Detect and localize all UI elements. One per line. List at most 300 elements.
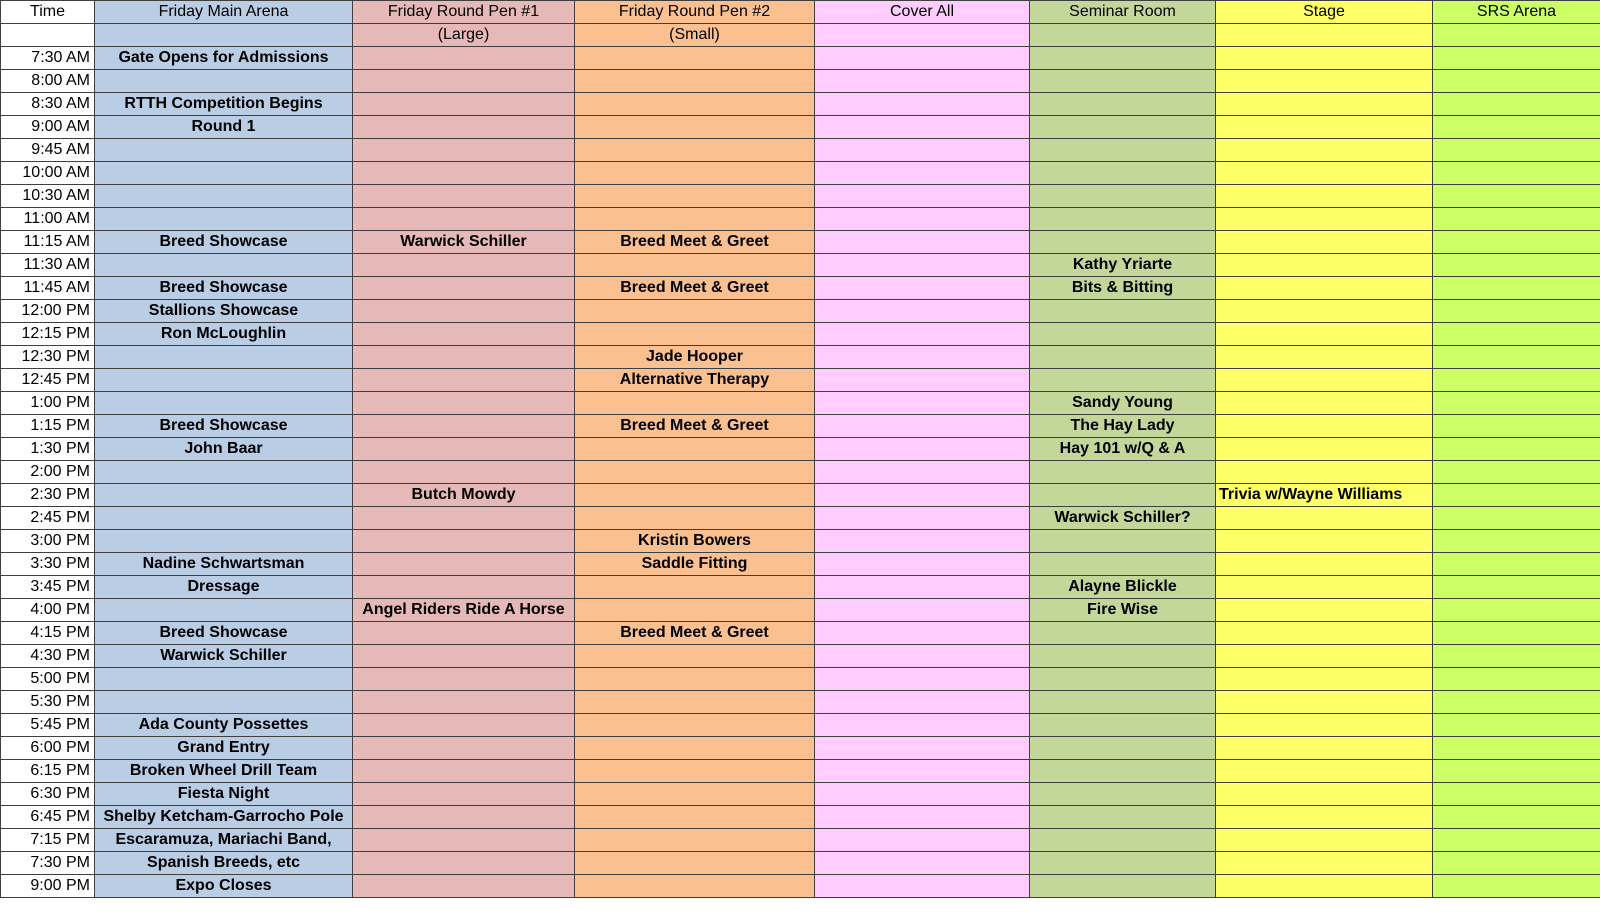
subheader-round-pen-2[interactable]: (Small) <box>575 24 815 47</box>
cell-round-pen-1[interactable] <box>353 70 575 93</box>
cell-main-arena[interactable] <box>95 530 353 553</box>
cell-round-pen-1[interactable] <box>353 691 575 714</box>
cell-srs-arena[interactable] <box>1433 875 1600 898</box>
cell-main-arena[interactable] <box>95 162 353 185</box>
cell-round-pen-2[interactable] <box>575 139 815 162</box>
cell-cover-all[interactable] <box>815 162 1030 185</box>
cell-stage[interactable] <box>1216 461 1433 484</box>
cell-round-pen-1[interactable] <box>353 369 575 392</box>
cell-srs-arena[interactable] <box>1433 737 1600 760</box>
time-cell[interactable]: 12:15 PM <box>1 323 95 346</box>
cell-seminar-room[interactable] <box>1030 346 1216 369</box>
cell-seminar-room[interactable] <box>1030 208 1216 231</box>
cell-round-pen-2[interactable] <box>575 783 815 806</box>
cell-seminar-room[interactable] <box>1030 93 1216 116</box>
cell-round-pen-2[interactable] <box>575 323 815 346</box>
cell-main-arena[interactable]: Breed Showcase <box>95 622 353 645</box>
cell-cover-all[interactable] <box>815 622 1030 645</box>
cell-srs-arena[interactable] <box>1433 668 1600 691</box>
cell-round-pen-1[interactable] <box>353 806 575 829</box>
cell-main-arena[interactable]: Grand Entry <box>95 737 353 760</box>
cell-stage[interactable] <box>1216 162 1433 185</box>
cell-round-pen-2[interactable]: Breed Meet & Greet <box>575 231 815 254</box>
cell-srs-arena[interactable] <box>1433 162 1600 185</box>
cell-stage[interactable] <box>1216 254 1433 277</box>
cell-cover-all[interactable] <box>815 875 1030 898</box>
cell-main-arena[interactable] <box>95 507 353 530</box>
cell-stage[interactable] <box>1216 829 1433 852</box>
cell-cover-all[interactable] <box>815 415 1030 438</box>
cell-seminar-room[interactable] <box>1030 530 1216 553</box>
cell-round-pen-1[interactable] <box>353 760 575 783</box>
cell-seminar-room[interactable]: Fire Wise <box>1030 599 1216 622</box>
cell-srs-arena[interactable] <box>1433 691 1600 714</box>
cell-main-arena[interactable] <box>95 599 353 622</box>
cell-main-arena[interactable]: Spanish Breeds, etc <box>95 852 353 875</box>
cell-round-pen-1[interactable] <box>353 553 575 576</box>
cell-stage[interactable] <box>1216 691 1433 714</box>
cell-main-arena[interactable]: Broken Wheel Drill Team <box>95 760 353 783</box>
cell-stage[interactable] <box>1216 737 1433 760</box>
cell-cover-all[interactable] <box>815 645 1030 668</box>
cell-round-pen-2[interactable] <box>575 691 815 714</box>
header-time[interactable]: Time <box>1 1 95 24</box>
cell-main-arena[interactable]: Ron McLoughlin <box>95 323 353 346</box>
cell-seminar-room[interactable] <box>1030 691 1216 714</box>
cell-stage[interactable] <box>1216 47 1433 70</box>
cell-main-arena[interactable]: Fiesta Night <box>95 783 353 806</box>
cell-srs-arena[interactable] <box>1433 277 1600 300</box>
header-stage[interactable]: Stage <box>1216 1 1433 24</box>
cell-seminar-room[interactable] <box>1030 139 1216 162</box>
cell-cover-all[interactable] <box>815 783 1030 806</box>
cell-round-pen-2[interactable] <box>575 47 815 70</box>
time-cell[interactable]: 7:30 PM <box>1 852 95 875</box>
cell-stage[interactable] <box>1216 70 1433 93</box>
cell-round-pen-2[interactable]: Breed Meet & Greet <box>575 622 815 645</box>
time-cell[interactable]: 6:15 PM <box>1 760 95 783</box>
cell-srs-arena[interactable] <box>1433 254 1600 277</box>
cell-main-arena[interactable]: Breed Showcase <box>95 415 353 438</box>
cell-round-pen-1[interactable] <box>353 852 575 875</box>
time-cell[interactable]: 1:30 PM <box>1 438 95 461</box>
cell-seminar-room[interactable] <box>1030 300 1216 323</box>
cell-round-pen-2[interactable] <box>575 208 815 231</box>
cell-round-pen-2[interactable] <box>575 714 815 737</box>
cell-srs-arena[interactable] <box>1433 484 1600 507</box>
cell-main-arena[interactable]: Warwick Schiller <box>95 645 353 668</box>
cell-round-pen-2[interactable] <box>575 668 815 691</box>
time-cell[interactable]: 3:45 PM <box>1 576 95 599</box>
cell-cover-all[interactable] <box>815 668 1030 691</box>
cell-srs-arena[interactable] <box>1433 93 1600 116</box>
cell-main-arena[interactable]: Expo Closes <box>95 875 353 898</box>
cell-seminar-room[interactable] <box>1030 829 1216 852</box>
cell-stage[interactable] <box>1216 392 1433 415</box>
cell-stage[interactable] <box>1216 438 1433 461</box>
subheader-round-pen-1[interactable]: (Large) <box>353 24 575 47</box>
cell-main-arena[interactable] <box>95 369 353 392</box>
cell-seminar-room[interactable] <box>1030 760 1216 783</box>
time-cell[interactable]: 6:00 PM <box>1 737 95 760</box>
cell-cover-all[interactable] <box>815 760 1030 783</box>
cell-srs-arena[interactable] <box>1433 783 1600 806</box>
header-seminar-room[interactable]: Seminar Room <box>1030 1 1216 24</box>
cell-stage[interactable] <box>1216 507 1433 530</box>
time-cell[interactable]: 9:45 AM <box>1 139 95 162</box>
cell-seminar-room[interactable] <box>1030 116 1216 139</box>
cell-seminar-room[interactable] <box>1030 622 1216 645</box>
time-cell[interactable]: 12:30 PM <box>1 346 95 369</box>
cell-cover-all[interactable] <box>815 93 1030 116</box>
cell-seminar-room[interactable] <box>1030 231 1216 254</box>
time-cell[interactable]: 4:00 PM <box>1 599 95 622</box>
time-cell[interactable]: 5:00 PM <box>1 668 95 691</box>
cell-round-pen-1[interactable] <box>353 116 575 139</box>
cell-main-arena[interactable]: Dressage <box>95 576 353 599</box>
subheader-srs-arena[interactable] <box>1433 24 1600 47</box>
cell-main-arena[interactable]: John Baar <box>95 438 353 461</box>
cell-stage[interactable] <box>1216 599 1433 622</box>
cell-seminar-room[interactable]: Warwick Schiller? <box>1030 507 1216 530</box>
cell-cover-all[interactable] <box>815 806 1030 829</box>
cell-stage[interactable] <box>1216 783 1433 806</box>
cell-round-pen-1[interactable] <box>353 415 575 438</box>
cell-main-arena[interactable]: Shelby Ketcham-Garrocho Pole <box>95 806 353 829</box>
time-cell[interactable]: 6:45 PM <box>1 806 95 829</box>
cell-srs-arena[interactable] <box>1433 576 1600 599</box>
cell-seminar-room[interactable] <box>1030 668 1216 691</box>
time-cell[interactable]: 9:00 AM <box>1 116 95 139</box>
cell-main-arena[interactable] <box>95 185 353 208</box>
cell-cover-all[interactable] <box>815 553 1030 576</box>
cell-srs-arena[interactable] <box>1433 392 1600 415</box>
time-cell[interactable]: 2:30 PM <box>1 484 95 507</box>
cell-round-pen-1[interactable] <box>353 300 575 323</box>
cell-round-pen-1[interactable] <box>353 530 575 553</box>
cell-round-pen-2[interactable]: Kristin Bowers <box>575 530 815 553</box>
cell-round-pen-1[interactable]: Warwick Schiller <box>353 231 575 254</box>
cell-stage[interactable] <box>1216 530 1433 553</box>
cell-seminar-room[interactable] <box>1030 185 1216 208</box>
cell-cover-all[interactable] <box>815 737 1030 760</box>
time-cell[interactable]: 1:00 PM <box>1 392 95 415</box>
cell-stage[interactable] <box>1216 277 1433 300</box>
cell-cover-all[interactable] <box>815 714 1030 737</box>
cell-main-arena[interactable]: Breed Showcase <box>95 231 353 254</box>
cell-cover-all[interactable] <box>815 254 1030 277</box>
cell-main-arena[interactable] <box>95 208 353 231</box>
cell-cover-all[interactable] <box>815 116 1030 139</box>
cell-round-pen-1[interactable]: Butch Mowdy <box>353 484 575 507</box>
time-cell[interactable]: 2:00 PM <box>1 461 95 484</box>
cell-stage[interactable] <box>1216 300 1433 323</box>
cell-seminar-room[interactable] <box>1030 484 1216 507</box>
cell-main-arena[interactable] <box>95 70 353 93</box>
cell-round-pen-1[interactable] <box>353 714 575 737</box>
cell-stage[interactable] <box>1216 714 1433 737</box>
cell-round-pen-1[interactable] <box>353 208 575 231</box>
cell-round-pen-1[interactable] <box>353 162 575 185</box>
cell-round-pen-2[interactable] <box>575 645 815 668</box>
cell-round-pen-1[interactable] <box>353 323 575 346</box>
cell-round-pen-1[interactable] <box>353 507 575 530</box>
cell-round-pen-2[interactable]: Breed Meet & Greet <box>575 415 815 438</box>
time-cell[interactable]: 10:30 AM <box>1 185 95 208</box>
cell-cover-all[interactable] <box>815 438 1030 461</box>
cell-round-pen-2[interactable] <box>575 116 815 139</box>
cell-round-pen-1[interactable] <box>353 783 575 806</box>
cell-round-pen-2[interactable]: Saddle Fitting <box>575 553 815 576</box>
cell-cover-all[interactable] <box>815 70 1030 93</box>
time-cell[interactable]: 12:00 PM <box>1 300 95 323</box>
cell-round-pen-1[interactable]: Angel Riders Ride A Horse <box>353 599 575 622</box>
cell-seminar-room[interactable]: Hay 101 w/Q & A <box>1030 438 1216 461</box>
cell-round-pen-2[interactable] <box>575 852 815 875</box>
cell-round-pen-2[interactable] <box>575 300 815 323</box>
cell-round-pen-2[interactable] <box>575 875 815 898</box>
header-main-arena[interactable]: Friday Main Arena <box>95 1 353 24</box>
cell-stage[interactable] <box>1216 116 1433 139</box>
cell-main-arena[interactable] <box>95 461 353 484</box>
time-cell[interactable]: 11:45 AM <box>1 277 95 300</box>
cell-main-arena[interactable] <box>95 346 353 369</box>
subheader-time[interactable] <box>1 24 95 47</box>
cell-stage[interactable] <box>1216 645 1433 668</box>
cell-seminar-room[interactable] <box>1030 852 1216 875</box>
cell-round-pen-1[interactable] <box>353 47 575 70</box>
cell-stage[interactable] <box>1216 208 1433 231</box>
cell-round-pen-2[interactable] <box>575 93 815 116</box>
cell-cover-all[interactable] <box>815 530 1030 553</box>
cell-srs-arena[interactable] <box>1433 208 1600 231</box>
cell-srs-arena[interactable] <box>1433 231 1600 254</box>
cell-srs-arena[interactable] <box>1433 438 1600 461</box>
cell-cover-all[interactable] <box>815 231 1030 254</box>
cell-cover-all[interactable] <box>815 47 1030 70</box>
cell-srs-arena[interactable] <box>1433 829 1600 852</box>
cell-stage[interactable] <box>1216 553 1433 576</box>
cell-stage[interactable] <box>1216 760 1433 783</box>
cell-cover-all[interactable] <box>815 852 1030 875</box>
time-cell[interactable]: 4:30 PM <box>1 645 95 668</box>
header-round-pen-2[interactable]: Friday Round Pen #2 <box>575 1 815 24</box>
cell-stage[interactable] <box>1216 323 1433 346</box>
cell-round-pen-1[interactable] <box>353 576 575 599</box>
cell-main-arena[interactable]: Nadine Schwartsman <box>95 553 353 576</box>
cell-cover-all[interactable] <box>815 185 1030 208</box>
cell-round-pen-2[interactable] <box>575 829 815 852</box>
cell-seminar-room[interactable]: Alayne Blickle <box>1030 576 1216 599</box>
cell-seminar-room[interactable] <box>1030 369 1216 392</box>
cell-round-pen-1[interactable] <box>353 254 575 277</box>
time-cell[interactable]: 11:00 AM <box>1 208 95 231</box>
cell-round-pen-2[interactable] <box>575 70 815 93</box>
cell-round-pen-1[interactable] <box>353 185 575 208</box>
cell-stage[interactable] <box>1216 668 1433 691</box>
cell-stage[interactable] <box>1216 622 1433 645</box>
cell-seminar-room[interactable] <box>1030 70 1216 93</box>
cell-cover-all[interactable] <box>815 691 1030 714</box>
cell-srs-arena[interactable] <box>1433 369 1600 392</box>
cell-main-arena[interactable]: Breed Showcase <box>95 277 353 300</box>
cell-round-pen-2[interactable] <box>575 737 815 760</box>
time-cell[interactable]: 10:00 AM <box>1 162 95 185</box>
cell-seminar-room[interactable] <box>1030 323 1216 346</box>
cell-round-pen-1[interactable] <box>353 277 575 300</box>
cell-cover-all[interactable] <box>815 139 1030 162</box>
cell-seminar-room[interactable]: Sandy Young <box>1030 392 1216 415</box>
cell-seminar-room[interactable] <box>1030 645 1216 668</box>
cell-main-arena[interactable] <box>95 691 353 714</box>
cell-stage[interactable] <box>1216 415 1433 438</box>
subheader-stage[interactable] <box>1216 24 1433 47</box>
cell-round-pen-2[interactable] <box>575 484 815 507</box>
cell-srs-arena[interactable] <box>1433 415 1600 438</box>
cell-srs-arena[interactable] <box>1433 185 1600 208</box>
time-cell[interactable]: 8:30 AM <box>1 93 95 116</box>
cell-cover-all[interactable] <box>815 484 1030 507</box>
cell-round-pen-2[interactable] <box>575 760 815 783</box>
cell-round-pen-2[interactable]: Jade Hooper <box>575 346 815 369</box>
cell-round-pen-2[interactable] <box>575 576 815 599</box>
time-cell[interactable]: 3:00 PM <box>1 530 95 553</box>
cell-seminar-room[interactable]: The Hay Lady <box>1030 415 1216 438</box>
cell-srs-arena[interactable] <box>1433 139 1600 162</box>
cell-stage[interactable] <box>1216 93 1433 116</box>
cell-cover-all[interactable] <box>815 599 1030 622</box>
cell-round-pen-1[interactable] <box>353 622 575 645</box>
cell-srs-arena[interactable] <box>1433 714 1600 737</box>
cell-srs-arena[interactable] <box>1433 116 1600 139</box>
time-cell[interactable]: 5:30 PM <box>1 691 95 714</box>
cell-srs-arena[interactable] <box>1433 47 1600 70</box>
cell-srs-arena[interactable] <box>1433 507 1600 530</box>
cell-seminar-room[interactable] <box>1030 875 1216 898</box>
cell-round-pen-1[interactable] <box>353 93 575 116</box>
cell-cover-all[interactable] <box>815 576 1030 599</box>
cell-main-arena[interactable] <box>95 254 353 277</box>
cell-main-arena[interactable] <box>95 484 353 507</box>
cell-round-pen-1[interactable] <box>353 668 575 691</box>
cell-stage[interactable] <box>1216 185 1433 208</box>
cell-seminar-room[interactable] <box>1030 47 1216 70</box>
cell-main-arena[interactable]: Ada County Possettes <box>95 714 353 737</box>
cell-stage[interactable] <box>1216 576 1433 599</box>
time-cell[interactable]: 11:15 AM <box>1 231 95 254</box>
cell-stage[interactable] <box>1216 231 1433 254</box>
cell-main-arena[interactable] <box>95 139 353 162</box>
cell-srs-arena[interactable] <box>1433 553 1600 576</box>
cell-main-arena[interactable]: RTTH Competition Begins <box>95 93 353 116</box>
cell-cover-all[interactable] <box>815 323 1030 346</box>
cell-round-pen-2[interactable]: Alternative Therapy <box>575 369 815 392</box>
cell-seminar-room[interactable] <box>1030 461 1216 484</box>
cell-cover-all[interactable] <box>815 829 1030 852</box>
cell-srs-arena[interactable] <box>1433 852 1600 875</box>
header-cover-all[interactable]: Cover All <box>815 1 1030 24</box>
cell-srs-arena[interactable] <box>1433 622 1600 645</box>
cell-seminar-room[interactable] <box>1030 714 1216 737</box>
cell-round-pen-2[interactable] <box>575 438 815 461</box>
cell-cover-all[interactable] <box>815 346 1030 369</box>
time-cell[interactable]: 11:30 AM <box>1 254 95 277</box>
cell-srs-arena[interactable] <box>1433 70 1600 93</box>
cell-round-pen-2[interactable] <box>575 507 815 530</box>
cell-round-pen-1[interactable] <box>353 461 575 484</box>
time-cell[interactable]: 7:15 PM <box>1 829 95 852</box>
cell-main-arena[interactable] <box>95 668 353 691</box>
cell-seminar-room[interactable] <box>1030 553 1216 576</box>
cell-stage[interactable] <box>1216 346 1433 369</box>
cell-round-pen-1[interactable] <box>353 392 575 415</box>
cell-cover-all[interactable] <box>815 277 1030 300</box>
cell-main-arena[interactable]: Escaramuza, Mariachi Band, <box>95 829 353 852</box>
cell-seminar-room[interactable]: Bits & Bitting <box>1030 277 1216 300</box>
cell-cover-all[interactable] <box>815 507 1030 530</box>
cell-round-pen-1[interactable] <box>353 645 575 668</box>
cell-stage[interactable] <box>1216 806 1433 829</box>
cell-seminar-room[interactable] <box>1030 737 1216 760</box>
cell-cover-all[interactable] <box>815 461 1030 484</box>
time-cell[interactable]: 2:45 PM <box>1 507 95 530</box>
cell-stage[interactable] <box>1216 852 1433 875</box>
cell-srs-arena[interactable] <box>1433 323 1600 346</box>
cell-cover-all[interactable] <box>815 300 1030 323</box>
time-cell[interactable]: 1:15 PM <box>1 415 95 438</box>
cell-round-pen-1[interactable] <box>353 438 575 461</box>
cell-round-pen-2[interactable] <box>575 461 815 484</box>
cell-seminar-room[interactable]: Kathy Yriarte <box>1030 254 1216 277</box>
cell-round-pen-2[interactable]: Breed Meet & Greet <box>575 277 815 300</box>
header-srs-arena[interactable]: SRS Arena <box>1433 1 1600 24</box>
cell-stage[interactable] <box>1216 369 1433 392</box>
cell-round-pen-1[interactable] <box>353 346 575 369</box>
subheader-seminar-room[interactable] <box>1030 24 1216 47</box>
cell-cover-all[interactable] <box>815 392 1030 415</box>
time-cell[interactable]: 7:30 AM <box>1 47 95 70</box>
subheader-cover-all[interactable] <box>815 24 1030 47</box>
cell-srs-arena[interactable] <box>1433 346 1600 369</box>
cell-srs-arena[interactable] <box>1433 760 1600 783</box>
cell-srs-arena[interactable] <box>1433 300 1600 323</box>
cell-srs-arena[interactable] <box>1433 530 1600 553</box>
cell-srs-arena[interactable] <box>1433 806 1600 829</box>
cell-round-pen-2[interactable] <box>575 185 815 208</box>
time-cell[interactable]: 3:30 PM <box>1 553 95 576</box>
cell-main-arena[interactable]: Round 1 <box>95 116 353 139</box>
cell-round-pen-2[interactable] <box>575 599 815 622</box>
cell-stage[interactable] <box>1216 139 1433 162</box>
cell-srs-arena[interactable] <box>1433 599 1600 622</box>
cell-srs-arena[interactable] <box>1433 461 1600 484</box>
cell-round-pen-1[interactable] <box>353 737 575 760</box>
cell-stage[interactable] <box>1216 875 1433 898</box>
cell-seminar-room[interactable] <box>1030 806 1216 829</box>
cell-main-arena[interactable]: Gate Opens for Admissions <box>95 47 353 70</box>
cell-main-arena[interactable] <box>95 392 353 415</box>
subheader-main-arena[interactable] <box>95 24 353 47</box>
cell-round-pen-1[interactable] <box>353 829 575 852</box>
time-cell[interactable]: 12:45 PM <box>1 369 95 392</box>
cell-round-pen-2[interactable] <box>575 392 815 415</box>
cell-cover-all[interactable] <box>815 208 1030 231</box>
cell-round-pen-1[interactable] <box>353 875 575 898</box>
cell-main-arena[interactable]: Stallions Showcase <box>95 300 353 323</box>
cell-round-pen-2[interactable] <box>575 806 815 829</box>
time-cell[interactable]: 9:00 PM <box>1 875 95 898</box>
time-cell[interactable]: 6:30 PM <box>1 783 95 806</box>
